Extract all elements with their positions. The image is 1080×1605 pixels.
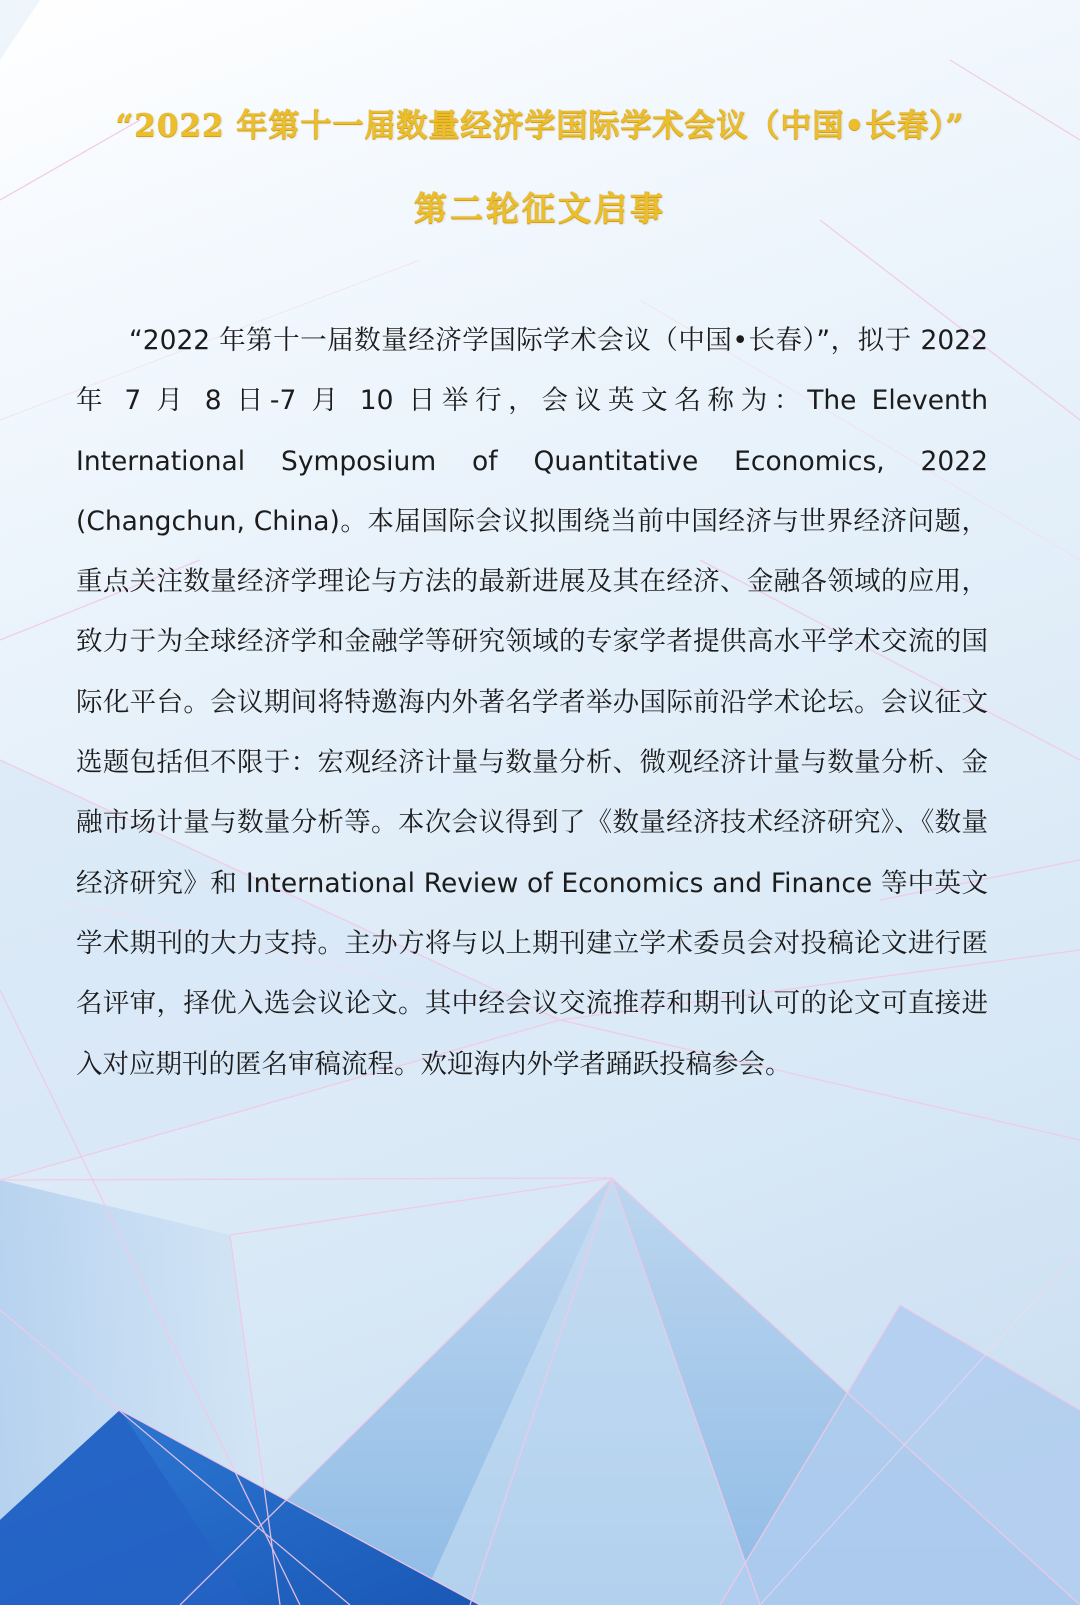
page-subtitle: 第二轮征文启事 — [414, 189, 666, 228]
announcement-body — [76, 311, 988, 1095]
upper-left-facet — [0, 0, 40, 60]
page-title: “2022 年第十一届数量经济学国际学术会议（中国•长春）” — [115, 108, 965, 144]
body-paragraph: “2022 年第十一届数量经济学国际学术会议（中国•长春）”，拟于 2022 年 7 月 8 日-7 月 10 日举行，会议英文名称为：The Eleventh International Symposium of Quantitative Economics, 2022 (Changchun, China)。本届国际会议拟围绕当前中国经济与世界经济问题，重点关注数量经济学理论与方法的最新进展及其在经济、金融各领域的应用，致力于为全球经济学和金融学等研究领域的专家学者提供高水平学术交流的国际化平台。会议期间将特邀海内外著名学者举办国际前沿学术论坛。会议征文选题包括但不限于：宏观经济计量与数量分析、微观经济计量与数量分析、金融市场计量与数量分析等。本次会议得到了《数量经济技术经济研究》、《数量经济研究》和 International Review of Economics and Finance 等中英文学术期刊的大力支持。主办方将与以上期刊建立学术委员会对投稿论文进行匿名评审，择优入选会议论文。其中经会议交流推荐和期刊认可的论文可直接进入对应期刊的匿名审稿流程。欢迎海内外学者踊跃投稿参会。 — [76, 325, 988, 1080]
